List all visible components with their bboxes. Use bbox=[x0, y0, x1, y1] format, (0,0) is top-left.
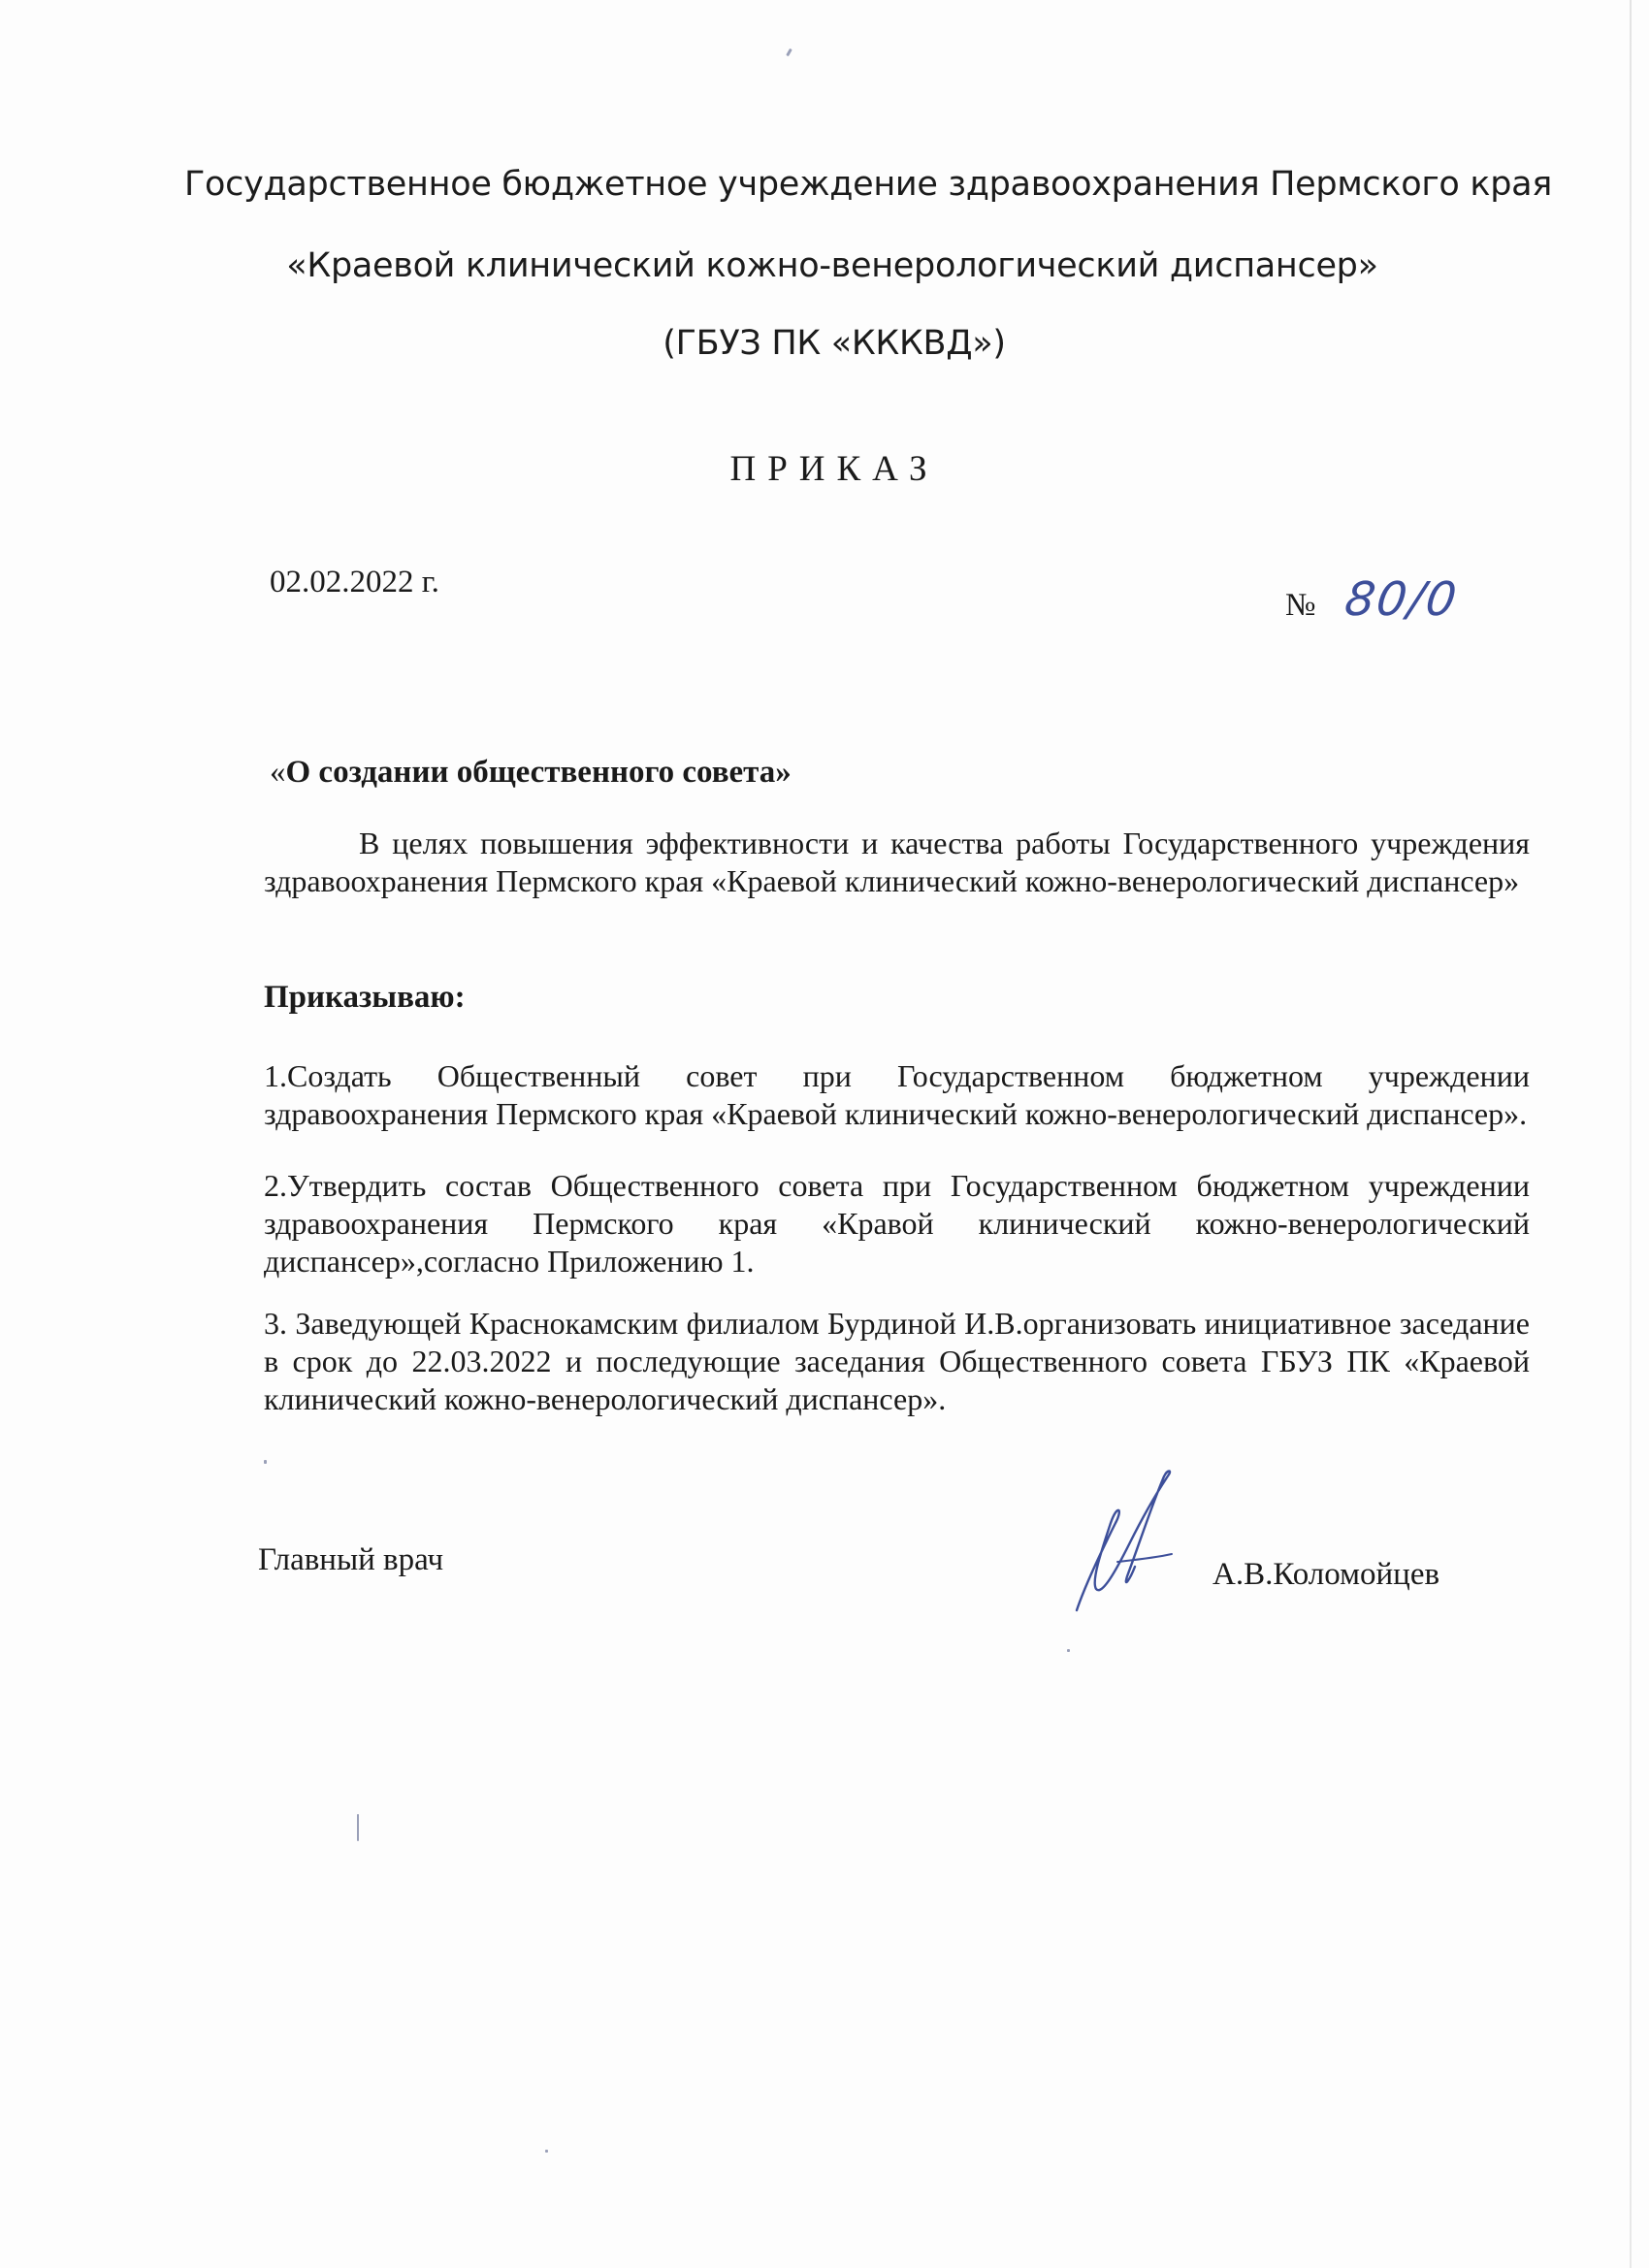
order-item-3: 3. Заведующей Краснокамским филиалом Бурдиной И.В.организовать инициативное заседание в срок до 22.03.2022 и последующие заседания Общественного совета ГБУЗ ПК «Краевой клинический кожно-венерологический диспансер». bbox=[264, 1306, 1530, 1416]
order-item-2: 2.Утвердить состав Общественного совета при Государственном бюджетном учреждении здравоохранения Пермского края «Кравой клинический кожно-венерологический диспансер»,согласно Приложению 1. bbox=[264, 1168, 1530, 1279]
order-number-label: № bbox=[1285, 588, 1316, 623]
preamble-paragraph: В целях повышения эффективности и качества работы Государственного учреждения здравоохранения Пермского края «Краевой клинический кожно-венерологический диспансер» bbox=[264, 826, 1530, 898]
order-number bbox=[1285, 572, 1462, 627]
signer-name: А.В.Коломойцев bbox=[1212, 1557, 1440, 1592]
scan-speck bbox=[357, 1814, 359, 1841]
subject-open-quote: « bbox=[270, 755, 286, 790]
order-number-handwritten: 80/0 bbox=[1341, 572, 1462, 627]
scan-speck bbox=[1067, 1649, 1070, 1652]
orders-label: Приказываю: bbox=[264, 980, 466, 1015]
subject-title: О создании общественного совета» bbox=[285, 755, 792, 790]
order-subject bbox=[270, 755, 792, 791]
org-name-full: «Краевой клинический кожно-венерологический диспансер» bbox=[286, 246, 1378, 285]
handwritten-signature bbox=[1057, 1465, 1193, 1620]
org-name: Государственное бюджетное учреждение здравоохранения Пермского края bbox=[183, 165, 1553, 204]
signer-position: Главный врач bbox=[258, 1542, 444, 1577]
order-item-1: 1.Создать Общественный совет при Государственном бюджетном учреждении здравоохранения Пермского края «Краевой клинический кожно-венерологический диспансер». bbox=[264, 1058, 1530, 1131]
document-date: 02.02.2022 г. bbox=[270, 565, 439, 599]
document-title: ПРИКАЗ bbox=[729, 449, 939, 489]
scan-speck bbox=[545, 2150, 548, 2153]
org-short-name: (ГБУЗ ПК «КККВД») bbox=[663, 324, 1006, 363]
scan-speck bbox=[786, 49, 792, 56]
scan-speck bbox=[264, 1460, 267, 1464]
